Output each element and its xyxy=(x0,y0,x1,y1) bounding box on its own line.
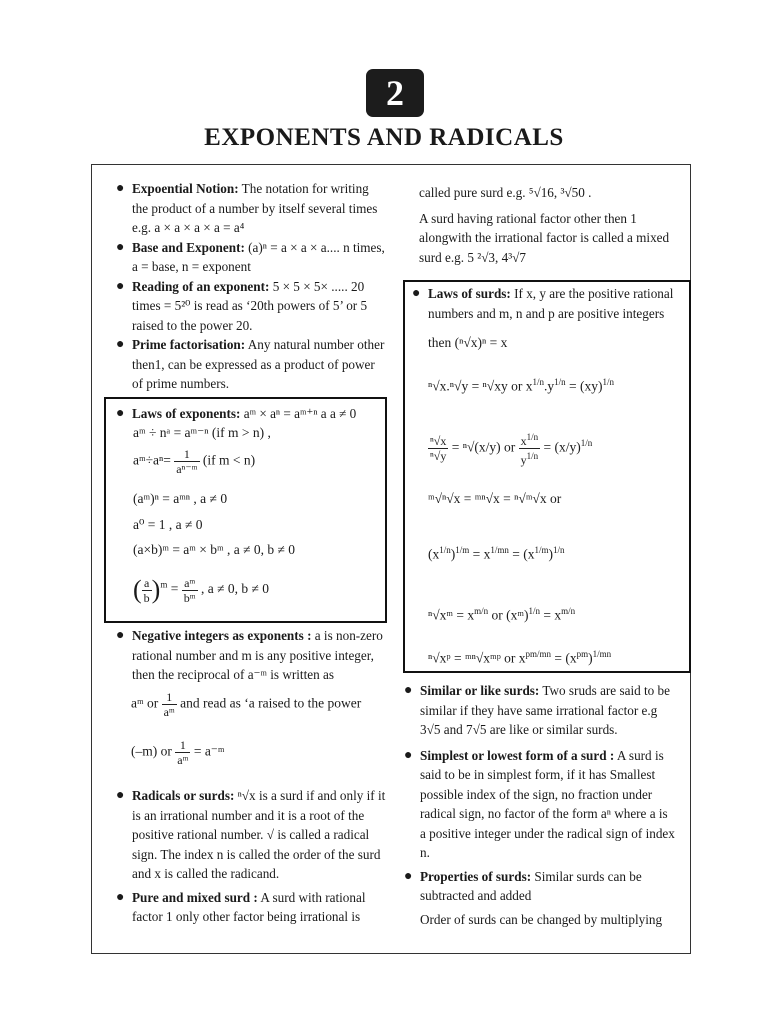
negative-formula-1: aᵐ or $\frac{1}{\text{aᵐ}}$ and read as ‘a raised to the power xyxy=(131,690,362,719)
item-text: Any natural number other then1, can be expressed as a product of power of prime numbers. xyxy=(132,337,385,391)
bullet-icon: ● xyxy=(116,889,125,905)
item-label: Laws of surds: xyxy=(428,286,511,301)
formula-zero: a⁰ = 1 , a ≠ 0 xyxy=(133,517,203,532)
item-label: Simplest or lowest form of a surd : xyxy=(420,747,615,763)
mixed-surd-text: A surd having rational factor other then 1 alongwith the irrational factor is called a mixed surd e.g. 5 ²√3, 4³√7 xyxy=(419,210,670,265)
left-column-lower xyxy=(116,626,388,685)
chapter-number-badge: 2 xyxy=(366,69,424,117)
formula-product: (a×b)ᵐ = aᵐ × bᵐ , a ≠ 0, b ≠ 0 xyxy=(133,542,296,557)
item-text: a is non-zero rational number and m is any positive integer, then the reciprocal of a⁻ᵐ is written as xyxy=(132,628,383,682)
formula-quotient: ( $\frac{a}{b}$ )$^m$ = $\frac{\text{aᵐ}}{\text{bᵐ}}$ , a ≠ 0, b ≠ 0 xyxy=(133,575,270,605)
item-text: The notation for writing the product of a number by itself several times e.g. a × a × a × a = a⁴ xyxy=(132,181,378,235)
right-column-top xyxy=(404,183,676,267)
item-label: Expoential Notion: xyxy=(132,181,239,196)
surd-law-5: $(x^{1/n})^{1/m} = x^{1/mn} = (x^{1/m})^{1/n}$ xyxy=(428,545,565,562)
nth-root-symbol: ⁿ√x xyxy=(237,788,259,803)
bullet-icon: ● xyxy=(116,239,125,255)
then-text: then xyxy=(428,335,452,350)
simplest-form-item xyxy=(404,746,676,863)
laws-of-surds-intro xyxy=(412,284,677,323)
similar-surds-item xyxy=(404,681,676,740)
item-text: Two sruds are said to be similar if they have same irrational factor e.g 3√5 and 7√5 are like or similar surds. xyxy=(420,683,670,737)
base-exponent-item xyxy=(116,238,388,277)
negative-formula-2: (–m) or $\frac{1}{\text{aᵐ}}$ = a⁻ᵐ xyxy=(131,738,225,767)
bullet-icon: ● xyxy=(116,278,125,294)
item-text: Similar surds can be subtracted and added xyxy=(420,868,642,903)
left-column xyxy=(116,179,388,423)
negative-exponents-item xyxy=(116,626,388,685)
pure-mixed-surd-item xyxy=(116,888,388,927)
item-text: A surd with rational factor 1 only other factor being irrational is xyxy=(132,889,366,924)
bullet-icon: ● xyxy=(412,286,421,301)
item-text-2: is called a radical sign. The index n is called the order of the surd and x is called the radicand. xyxy=(132,827,381,881)
formula-condition: (if m < n) xyxy=(202,452,256,468)
laws-of-surds-item xyxy=(412,284,677,323)
chapter-title: EXPONENTS AND RADICALS xyxy=(204,124,564,151)
item-text: is a surd if and only if it is an irrational number and it is a root of the positive rational number. xyxy=(132,788,386,842)
prime-factorisation-item xyxy=(116,335,388,394)
bullet-icon: ● xyxy=(404,868,413,884)
radicals-item xyxy=(116,786,388,884)
order-of-surds-text: Order of surds can be changed by multiplying xyxy=(420,911,663,927)
item-label: Properties of surds: xyxy=(420,868,532,884)
item-label: Base and Exponent: xyxy=(132,239,245,255)
bullet-icon: ● xyxy=(404,747,413,763)
surd-law-3: $\frac{\text{ⁿ√x}}{\text{ⁿ√y}}$ = ⁿ√(x/y) or $\frac{x^{1/n}}{y^{1/n}}$ = $(x/y)^{1/n}$ xyxy=(430,432,593,467)
left-column-bottom xyxy=(116,786,388,927)
exponential-notion-item xyxy=(116,179,388,238)
item-label: Pure and mixed surd : xyxy=(132,889,258,905)
formula-division: aᵐ ÷ nᵃ = aᵐ⁻ⁿ (if m > n) , xyxy=(133,425,271,440)
item-label: Laws of exponents: xyxy=(132,405,241,421)
item-label: Similar or like surds: xyxy=(420,683,540,698)
formula-reciprocal: aᵐ÷aⁿ= $\frac{1}{\text{aⁿ⁻ᵐ}}$ (if m < n) xyxy=(133,447,256,476)
item-text: aᵐ × aⁿ = aᵐ⁺ⁿ a a ≠ 0 xyxy=(243,405,357,421)
right-column-bottom xyxy=(404,681,676,929)
bullet-icon: ● xyxy=(116,181,125,196)
bullet-icon: ● xyxy=(116,405,125,421)
surd-law-4: ᵐ√ⁿ√x = ᵐⁿ√x = ⁿ√ᵐ√x or xyxy=(428,491,562,506)
formula-condition: , a ≠ 0, b ≠ 0 xyxy=(200,581,270,597)
item-label: Reading of an exponent: xyxy=(132,278,270,294)
negative-line-3: (–m) or xyxy=(131,743,172,759)
item-label: Negative integers as exponents : xyxy=(132,628,312,643)
surd-law-1: then (ⁿ√x)ⁿ = x xyxy=(428,335,508,350)
surd-law-6: ⁿ√xᵐ = $x^{m/n}$ or (xᵐ)$^{1/n}$ = $x^{m/n}$ xyxy=(428,606,576,623)
reading-exponent-item xyxy=(116,277,388,336)
item-text: A surd is said to be in simplest form, if it has Smallest possible index of the sign, no fraction under radical sign, no factor of the form aⁿ where a is a positive integer under the radical sign of index n. xyxy=(420,747,675,860)
bullet-icon: ● xyxy=(116,628,125,643)
negative-line-2: and read as ‘a raised to the power xyxy=(180,695,362,711)
laws-of-exponents-item xyxy=(116,404,388,424)
surd-law-2: ⁿ√x.ⁿ√y = ⁿ√xy or $x^{1/n}.y^{1/n} = (xy)^{1/n}$ xyxy=(428,377,614,394)
properties-surds-item xyxy=(404,867,676,906)
item-text: If x, y are the positive rational numbers and m, n and p are positive integers xyxy=(428,286,674,321)
bullet-icon: ● xyxy=(116,337,125,352)
pure-surd-text: called pure surd e.g. ⁵√16, ³√50 . xyxy=(419,185,592,200)
bullet-icon: ● xyxy=(116,788,125,803)
radical-sign-symbol: √ xyxy=(266,827,278,842)
item-text: 5 × 5 × 5× ..... 20 times = 5²⁰ is read as ‘20th powers of 5’ or 5 raised to the power 20. xyxy=(132,278,368,333)
item-label: Radicals or surds: xyxy=(132,788,235,803)
bullet-icon: ● xyxy=(404,683,413,698)
item-text: (a)ⁿ = a × a × a.... n times, a = base, n = exponent xyxy=(132,239,385,274)
surd-law-7: ⁿ√xᵖ = ᵐⁿ√xᵐᵖ or $x^{pm/mn} = (x^{pm})^{1/mn}$ xyxy=(428,649,612,666)
formula-power: (aᵐ)ⁿ = aᵐⁿ , a ≠ 0 xyxy=(133,491,228,506)
item-label: Prime factorisation: xyxy=(132,337,246,352)
